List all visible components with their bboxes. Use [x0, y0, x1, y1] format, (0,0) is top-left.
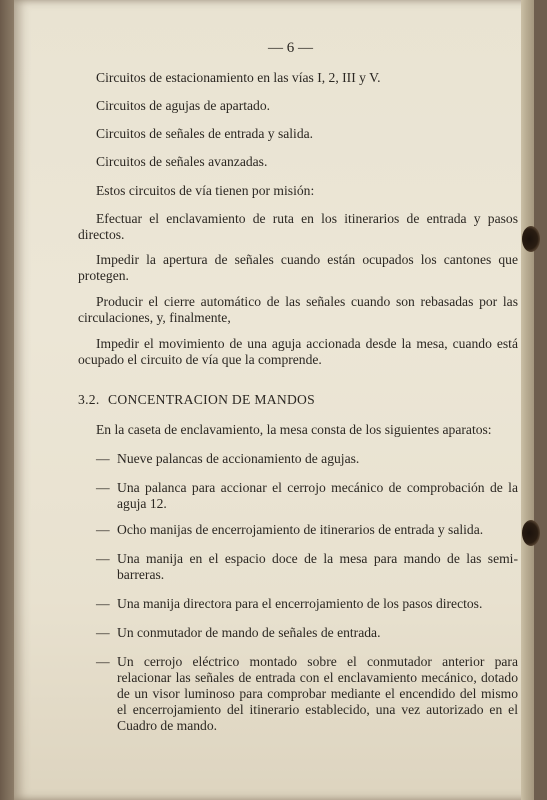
circuit-item: Circuitos de señales de entrada y salida.	[96, 126, 314, 141]
circuit-item: Circuitos de señales avanzadas.	[96, 154, 268, 169]
section-title: CONCENTRACION DE MANDOS	[108, 392, 316, 407]
mission-paragraph: Impedir la apertura de señales cuando están ocupados los cantones que protegen.	[78, 252, 518, 283]
section-number: 3.2.	[78, 392, 100, 407]
circuit-item: Circuitos de agujas de apartado.	[96, 98, 271, 113]
mission-paragraph: Efectuar el enclavamiento de ruta en los itinerarios de entrada y pasos directos.	[78, 211, 518, 242]
apparatus-item: Un cerrojo eléctrico montado sobre el conmutador anterior para relacionar las señales de entrada con el enclavamiento mecánico, dotado de un visor luminoso para comprobar mediante el encendido del mismo el encerrojamiento del itinerario establecido, una vez autorizado en el Cuadro de mando.	[117, 654, 518, 733]
item-dash: —	[96, 480, 110, 495]
item-dash: —	[96, 522, 110, 537]
binder-hole-bottom	[522, 520, 540, 546]
apparatus-item: Una manija en el espacio doce de la mesa para mando de las semi-barreras.	[117, 551, 518, 582]
page-number: — 6 —	[268, 40, 313, 56]
apparatus-item: Una manija directora para el encerrojamiento de los pasos directos.	[117, 596, 483, 611]
mission-paragraph: Impedir el movimiento de una aguja accionada desde la mesa, cuando está ocupado el circuito de vía que la comprende.	[78, 336, 518, 367]
item-dash: —	[96, 551, 110, 566]
item-dash: —	[96, 654, 110, 669]
binder-hole-top	[522, 226, 540, 252]
mission-paragraph: Producir el cierre automático de las señales cuando son rebasadas por las circulaciones, y, finalmente,	[78, 294, 518, 325]
section-intro: En la caseta de enclavamiento, la mesa consta de los siguientes aparatos:	[96, 422, 492, 437]
apparatus-item: Un conmutador de mando de señales de entrada.	[117, 625, 381, 640]
apparatus-item: Ocho manijas de encerrojamiento de itinerarios de entrada y salida.	[117, 522, 484, 537]
apparatus-item: Una palanca para accionar el cerrojo mecánico de comprobación de la aguja 12.	[117, 480, 518, 511]
mission-intro: Estos circuitos de vía tienen por misión:	[96, 183, 315, 198]
item-dash: —	[96, 451, 110, 466]
apparatus-item: Nueve palancas de accionamiento de agujas.	[117, 451, 360, 466]
page-edge	[521, 0, 534, 800]
item-dash: —	[96, 596, 110, 611]
circuit-item: Circuitos de estacionamiento en las vías I, 2, III y V.	[96, 70, 381, 85]
item-dash: —	[96, 625, 110, 640]
